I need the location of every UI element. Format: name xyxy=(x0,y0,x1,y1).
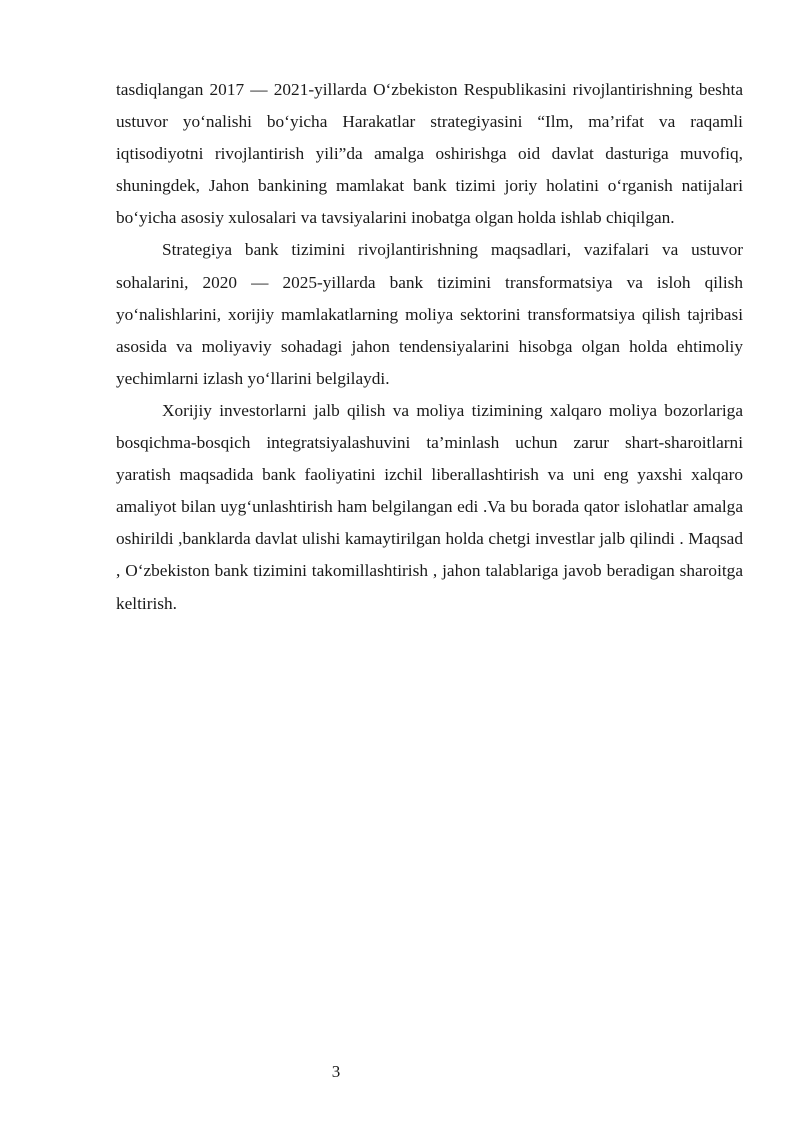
paragraph-2: Strategiya bank tizimini rivojlantirishning maqsadlari, vazifalari va ustuvor sohalarini, 2020 — 2025-yillarda bank tizimini transformatsiya va isloh qilish yo‘nalishlarini, xorijiy mamlakatlarning moliya sektorini transformatsiya qilish tajribasi asosida va moliyaviy sohadagi jahon tendensiyalarini hisobga olgan holda ehtimoliy yechimlarni izlash yo‘llarini belgilaydi. xyxy=(116,240,743,388)
paragraph-1: tasdiqlangan 2017 — 2021-yillarda O‘zbekiston Respublikasini rivojlantirishning beshta ustuvor yo‘nalishi bo‘yicha Harakatlar strategiyasini “Ilm, ma’rifat va raqamli iqtisodiyotni rivojlantirish yili”da amalga oshirishga oid davlat dasturiga muvofiq, shuningdek, Jahon bankining mamlakat bank tizimi joriy holatini o‘rganish natijalari bo‘yicha asosiy xulosalari va tavsiyalarini inobatga olgan holda ishlab chiqilgan. xyxy=(116,80,743,228)
paragraph-3: Xorijiy investorlarni jalb qilish va moliya tizimining xalqaro moliya bozorlariga bosqichma-bosqich integratsiyalashuvini ta’minlash uchun zarur shart-sharoitlarni yaratish maqsadida bank faoliyatini izchil liberallashtirish va uni eng yaxshi xalqaro amaliyot bilan uyg‘unlashtirish ham belgilangan edi .Va bu borada qator islohatlar amalga oshirildi ,banklarda davlat ulishi kamaytirilgan holda chetgi investlar jalb qilindi . Maqsad , O‘zbekiston bank tizimini takomillashtirish , jahon talablariga javob beradigan sharoitga keltirish. xyxy=(116,400,743,613)
body-text xyxy=(116,74,743,620)
page-number: 3 xyxy=(331,1062,341,1081)
